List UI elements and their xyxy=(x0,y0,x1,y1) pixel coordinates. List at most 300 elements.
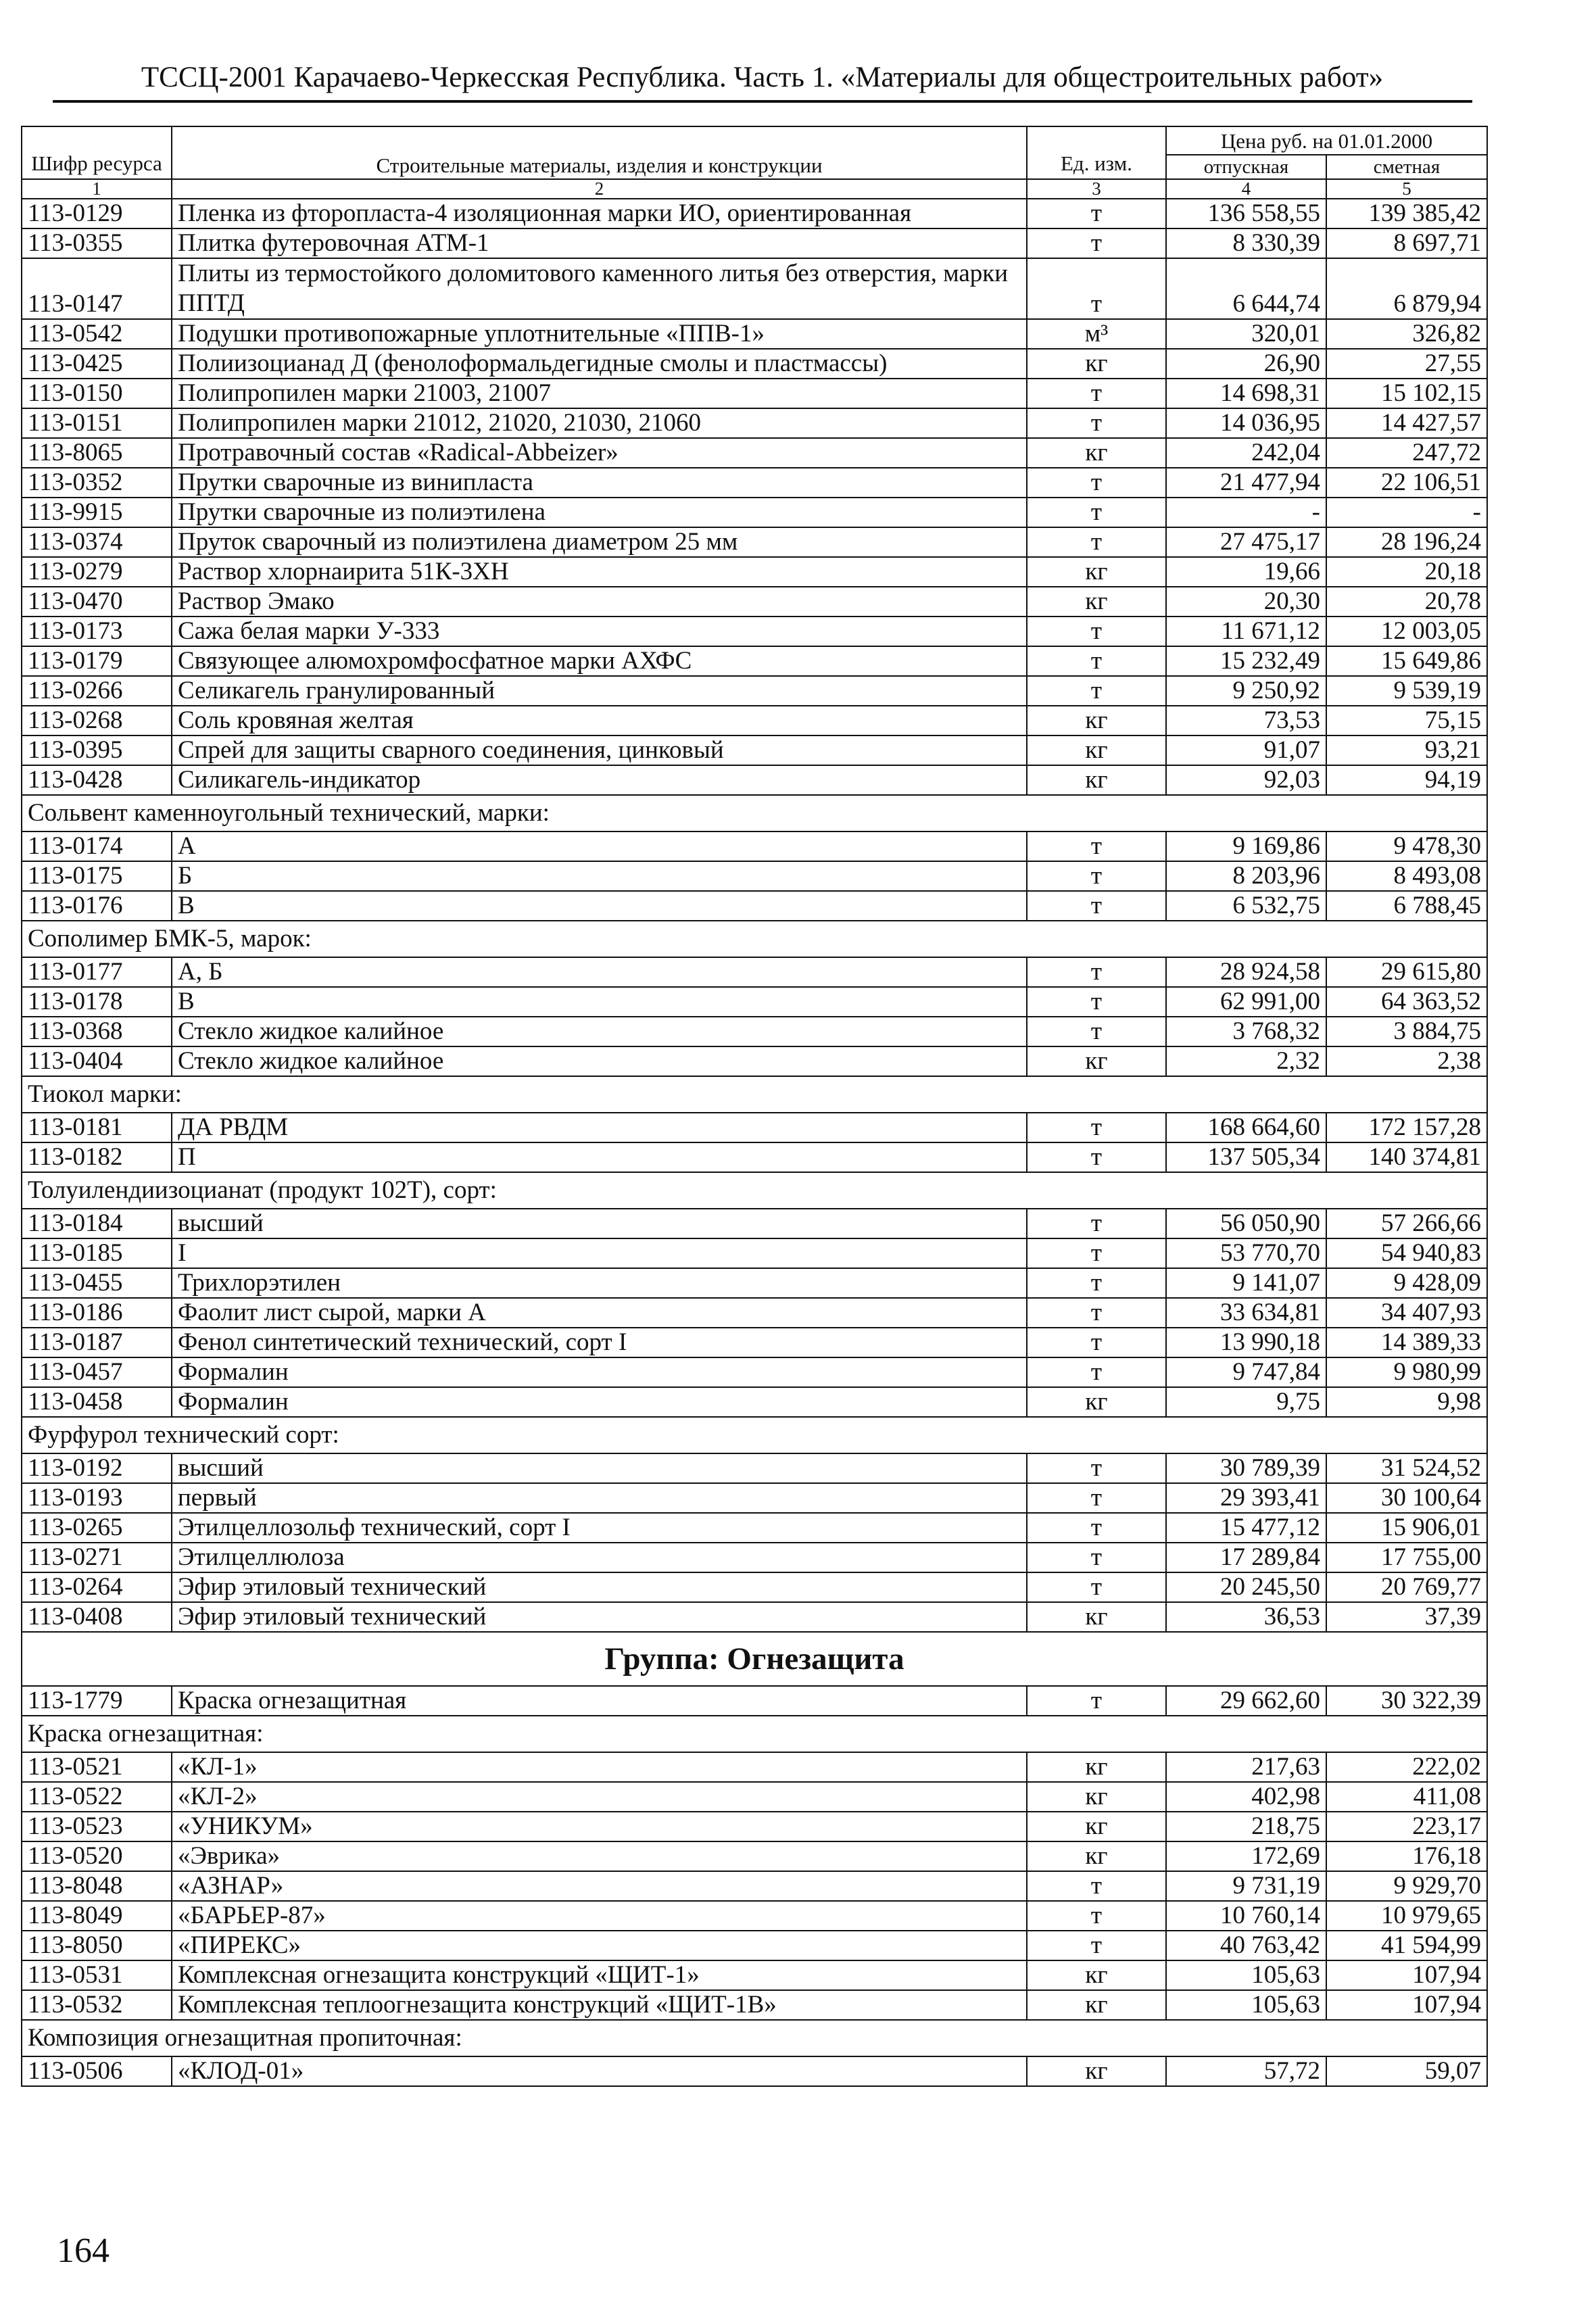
release-price-cell: 136 558,55 xyxy=(1166,199,1326,228)
table-row xyxy=(22,646,1487,676)
column-header-release-price: отпускная xyxy=(1166,155,1326,179)
table-row xyxy=(22,258,1487,319)
release-price-cell: 92,03 xyxy=(1166,765,1326,795)
table-row xyxy=(22,587,1487,617)
material-name-cell: Фенол синтетический технический, сорт I xyxy=(172,1328,1027,1357)
resource-code-cell: 113-0185 xyxy=(22,1238,172,1268)
material-name-cell: В xyxy=(172,891,1027,921)
release-price-cell: 9,75 xyxy=(1166,1387,1326,1417)
release-price-cell: 14 036,95 xyxy=(1166,408,1326,438)
column-number-3: 3 xyxy=(1027,179,1166,199)
material-name-cell: А, Б xyxy=(172,957,1027,987)
table-row xyxy=(22,1357,1487,1387)
resource-code-cell: 113-0176 xyxy=(22,891,172,921)
material-name-cell: Подушки противопожарные уплотнительные «ППВ-1» xyxy=(172,319,1027,349)
estimate-price-cell: 64 363,52 xyxy=(1326,987,1487,1017)
unit-cell: т xyxy=(1027,676,1166,706)
estimate-price-cell: 41 594,99 xyxy=(1326,1931,1487,1960)
table-row xyxy=(22,861,1487,891)
estimate-price-cell: 172 157,28 xyxy=(1326,1113,1487,1142)
resource-code-cell: 113-0186 xyxy=(22,1298,172,1328)
resource-code-cell: 113-0428 xyxy=(22,765,172,795)
table-row xyxy=(22,468,1487,498)
table-row xyxy=(22,987,1487,1017)
resource-code-cell: 113-0265 xyxy=(22,1513,172,1543)
estimate-price-cell: 75,15 xyxy=(1326,706,1487,735)
release-price-cell: 28 924,58 xyxy=(1166,957,1326,987)
estimate-price-cell: 93,21 xyxy=(1326,735,1487,765)
material-name-cell: «КЛОД-01» xyxy=(172,2056,1027,2086)
table-row xyxy=(22,1483,1487,1513)
material-name-cell: «ПИРЕКС» xyxy=(172,1931,1027,1960)
estimate-price-cell: 54 940,83 xyxy=(1326,1238,1487,1268)
estimate-price-cell: 57 266,66 xyxy=(1326,1209,1487,1238)
unit-cell: кг xyxy=(1027,1960,1166,1990)
estimate-price-cell: 15 649,86 xyxy=(1326,646,1487,676)
unit-cell: м³ xyxy=(1027,319,1166,349)
table-row xyxy=(22,1298,1487,1328)
table-row xyxy=(22,379,1487,408)
release-price-cell: - xyxy=(1166,498,1326,527)
subheading-row xyxy=(22,921,1487,957)
material-name-cell: А xyxy=(172,831,1027,861)
table-row xyxy=(22,1387,1487,1417)
release-price-cell: 15 232,49 xyxy=(1166,646,1326,676)
material-name-cell: Б xyxy=(172,861,1027,891)
estimate-price-cell: 22 106,51 xyxy=(1326,468,1487,498)
material-name-cell: высший xyxy=(172,1209,1027,1238)
material-name-cell: Плиты из термостойкого доломитового каменного литья без отверстия, марки ППТД xyxy=(172,258,1027,319)
column-header-unit: Ед. изм. xyxy=(1027,126,1166,179)
table-row xyxy=(22,199,1487,228)
release-price-cell: 11 671,12 xyxy=(1166,617,1326,646)
unit-cell: кг xyxy=(1027,1752,1166,1782)
release-price-cell: 30 789,39 xyxy=(1166,1453,1326,1483)
material-name-cell: Полипропилен марки 21012, 21020, 21030, 21060 xyxy=(172,408,1027,438)
unit-cell: кг xyxy=(1027,1990,1166,2020)
unit-cell: т xyxy=(1027,1209,1166,1238)
estimate-price-cell: 94,19 xyxy=(1326,765,1487,795)
resource-code-cell: 113-0177 xyxy=(22,957,172,987)
resource-code-cell: 113-0181 xyxy=(22,1113,172,1142)
resource-code-cell: 113-0522 xyxy=(22,1782,172,1812)
resource-code-cell: 113-8050 xyxy=(22,1931,172,1960)
column-header-price-group: Цена руб. на 01.01.2000 xyxy=(1166,126,1487,155)
material-name-cell: Краска огнезащитная xyxy=(172,1686,1027,1716)
material-name-cell: ДА РВДМ xyxy=(172,1113,1027,1142)
estimate-price-cell: 139 385,42 xyxy=(1326,199,1487,228)
subheading-text: Сополимер БМК-5, марок: xyxy=(22,921,1487,957)
group-heading-row xyxy=(22,1632,1487,1686)
table-row xyxy=(22,319,1487,349)
subheading-text: Тиокол марки: xyxy=(22,1076,1487,1113)
material-name-cell: «КЛ-2» xyxy=(172,1782,1027,1812)
table-row xyxy=(22,1990,1487,2020)
column-header-code: Шифр ресурса xyxy=(22,126,172,179)
material-name-cell: Полипропилен марки 21003, 21007 xyxy=(172,379,1027,408)
resource-code-cell: 113-0179 xyxy=(22,646,172,676)
material-name-cell: Раствор Эмако xyxy=(172,587,1027,617)
subheading-row xyxy=(22,1172,1487,1209)
resource-code-cell: 113-0521 xyxy=(22,1752,172,1782)
release-price-cell: 53 770,70 xyxy=(1166,1238,1326,1268)
estimate-price-cell: 30 322,39 xyxy=(1326,1686,1487,1716)
release-price-cell: 105,63 xyxy=(1166,1960,1326,1990)
estimate-price-cell: 247,72 xyxy=(1326,438,1487,468)
resource-code-cell: 113-0523 xyxy=(22,1812,172,1841)
table-row xyxy=(22,1901,1487,1931)
table-row xyxy=(22,1238,1487,1268)
release-price-cell: 2,32 xyxy=(1166,1046,1326,1076)
estimate-price-cell: 326,82 xyxy=(1326,319,1487,349)
material-name-cell: Прутки сварочные из полиэтилена xyxy=(172,498,1027,527)
estimate-price-cell: 9 428,09 xyxy=(1326,1268,1487,1298)
estimate-price-cell: 20,78 xyxy=(1326,587,1487,617)
release-price-cell: 62 991,00 xyxy=(1166,987,1326,1017)
estimate-price-cell: 8 697,71 xyxy=(1326,228,1487,258)
release-price-cell: 217,63 xyxy=(1166,1752,1326,1782)
resource-code-cell: 113-0520 xyxy=(22,1841,172,1871)
table-row xyxy=(22,349,1487,379)
table-row xyxy=(22,1142,1487,1172)
unit-cell: кг xyxy=(1027,706,1166,735)
resource-code-cell: 113-0175 xyxy=(22,861,172,891)
unit-cell: т xyxy=(1027,617,1166,646)
material-name-cell: Сажа белая марки У-333 xyxy=(172,617,1027,646)
release-price-cell: 40 763,42 xyxy=(1166,1931,1326,1960)
subheading-row xyxy=(22,795,1487,831)
resource-code-cell: 113-0129 xyxy=(22,199,172,228)
release-price-cell: 218,75 xyxy=(1166,1812,1326,1841)
resource-code-cell: 113-8065 xyxy=(22,438,172,468)
table-row xyxy=(22,1841,1487,1871)
material-name-cell: Протравочный состав «Radical-Abbeizer» xyxy=(172,438,1027,468)
resource-code-cell: 113-8048 xyxy=(22,1871,172,1901)
resource-code-cell: 113-0395 xyxy=(22,735,172,765)
unit-cell: кг xyxy=(1027,1812,1166,1841)
column-header-name: Строительные материалы, изделия и конструкции xyxy=(172,126,1027,179)
unit-cell: т xyxy=(1027,1901,1166,1931)
table-row xyxy=(22,1812,1487,1841)
estimate-price-cell: 30 100,64 xyxy=(1326,1483,1487,1513)
resource-code-cell: 113-0174 xyxy=(22,831,172,861)
table-row xyxy=(22,706,1487,735)
header-divider xyxy=(53,100,1472,103)
group-heading-text: Группа: Огнезащита xyxy=(22,1632,1487,1686)
unit-cell: т xyxy=(1027,1572,1166,1602)
estimate-price-cell: 140 374,81 xyxy=(1326,1142,1487,1172)
table-row xyxy=(22,765,1487,795)
table-row xyxy=(22,1686,1487,1716)
unit-cell: кг xyxy=(1027,587,1166,617)
resource-code-cell: 113-0404 xyxy=(22,1046,172,1076)
unit-cell: т xyxy=(1027,1453,1166,1483)
estimate-price-cell: 6 788,45 xyxy=(1326,891,1487,921)
release-price-cell: 21 477,94 xyxy=(1166,468,1326,498)
resource-code-cell: 113-0187 xyxy=(22,1328,172,1357)
unit-cell: т xyxy=(1027,646,1166,676)
estimate-price-cell: 9 980,99 xyxy=(1326,1357,1487,1387)
resource-code-cell: 113-0355 xyxy=(22,228,172,258)
estimate-price-cell: 12 003,05 xyxy=(1326,617,1487,646)
unit-cell: т xyxy=(1027,1871,1166,1901)
estimate-price-cell: 15 906,01 xyxy=(1326,1513,1487,1543)
estimate-price-cell: - xyxy=(1326,498,1487,527)
release-price-cell: 19,66 xyxy=(1166,557,1326,587)
table-row xyxy=(22,498,1487,527)
estimate-price-cell: 2,38 xyxy=(1326,1046,1487,1076)
estimate-price-cell: 176,18 xyxy=(1326,1841,1487,1871)
release-price-cell: 9 731,19 xyxy=(1166,1871,1326,1901)
table-row xyxy=(22,1453,1487,1483)
estimate-price-cell: 223,17 xyxy=(1326,1812,1487,1841)
table-row xyxy=(22,891,1487,921)
table-row xyxy=(22,957,1487,987)
release-price-cell: 26,90 xyxy=(1166,349,1326,379)
table-row xyxy=(22,1017,1487,1046)
column-number-2: 2 xyxy=(172,179,1027,199)
unit-cell: т xyxy=(1027,1017,1166,1046)
page-header-title: ТССЦ-2001 Карачаево-Черкесская Республика. Часть 1. «Материалы для общестроительных работ» xyxy=(141,62,1384,93)
estimate-price-cell: 10 979,65 xyxy=(1326,1901,1487,1931)
resource-code-cell: 113-0266 xyxy=(22,676,172,706)
unit-cell: т xyxy=(1027,861,1166,891)
resource-code-cell: 113-0151 xyxy=(22,408,172,438)
estimate-price-cell: 107,94 xyxy=(1326,1990,1487,2020)
release-price-cell: 33 634,81 xyxy=(1166,1298,1326,1328)
release-price-cell: 172,69 xyxy=(1166,1841,1326,1871)
estimate-price-cell: 9 539,19 xyxy=(1326,676,1487,706)
release-price-cell: 137 505,34 xyxy=(1166,1142,1326,1172)
estimate-price-cell: 411,08 xyxy=(1326,1782,1487,1812)
estimate-price-cell: 29 615,80 xyxy=(1326,957,1487,987)
release-price-cell: 73,53 xyxy=(1166,706,1326,735)
material-name-cell: Формалин xyxy=(172,1357,1027,1387)
unit-cell: т xyxy=(1027,1328,1166,1357)
release-price-cell: 105,63 xyxy=(1166,1990,1326,2020)
table-row xyxy=(22,1960,1487,1990)
material-name-cell: Плитка футеровочная АТМ-1 xyxy=(172,228,1027,258)
estimate-price-cell: 15 102,15 xyxy=(1326,379,1487,408)
material-name-cell: Трихлорэтилен xyxy=(172,1268,1027,1298)
estimate-price-cell: 9 478,30 xyxy=(1326,831,1487,861)
release-price-cell: 29 662,60 xyxy=(1166,1686,1326,1716)
material-name-cell: высший xyxy=(172,1453,1027,1483)
release-price-cell: 9 250,92 xyxy=(1166,676,1326,706)
resource-code-cell: 113-0279 xyxy=(22,557,172,587)
resource-code-cell: 113-0182 xyxy=(22,1142,172,1172)
material-name-cell: I xyxy=(172,1238,1027,1268)
unit-cell: т xyxy=(1027,468,1166,498)
table-row xyxy=(22,1513,1487,1543)
release-price-cell: 17 289,84 xyxy=(1166,1543,1326,1572)
unit-cell: кг xyxy=(1027,735,1166,765)
release-price-cell: 9 747,84 xyxy=(1166,1357,1326,1387)
release-price-cell: 29 393,41 xyxy=(1166,1483,1326,1513)
estimate-price-cell: 107,94 xyxy=(1326,1960,1487,1990)
resource-code-cell: 113-0532 xyxy=(22,1990,172,2020)
table-row xyxy=(22,2056,1487,2086)
resource-code-cell: 113-0542 xyxy=(22,319,172,349)
release-price-cell: 57,72 xyxy=(1166,2056,1326,2086)
column-header-estimate-price: сметная xyxy=(1326,155,1487,179)
table-row xyxy=(22,1209,1487,1238)
table-row xyxy=(22,527,1487,557)
release-price-cell: 320,01 xyxy=(1166,319,1326,349)
table-row xyxy=(22,831,1487,861)
resource-code-cell: 113-8049 xyxy=(22,1901,172,1931)
material-name-cell: Этилцеллюлоза xyxy=(172,1543,1027,1572)
resource-code-cell: 113-0458 xyxy=(22,1387,172,1417)
subheading-text: Краска огнезащитная: xyxy=(22,1716,1487,1752)
resource-code-cell: 113-0455 xyxy=(22,1268,172,1298)
unit-cell: кг xyxy=(1027,1046,1166,1076)
material-name-cell: первый xyxy=(172,1483,1027,1513)
column-number-4: 4 xyxy=(1166,179,1326,199)
table-row xyxy=(22,1572,1487,1602)
estimate-price-cell: 20 769,77 xyxy=(1326,1572,1487,1602)
unit-cell: т xyxy=(1027,1483,1166,1513)
unit-cell: кг xyxy=(1027,1841,1166,1871)
resource-code-cell: 113-0425 xyxy=(22,349,172,379)
material-name-cell: Селикагель гранулированный xyxy=(172,676,1027,706)
release-price-cell: 10 760,14 xyxy=(1166,1901,1326,1931)
table-row xyxy=(22,438,1487,468)
resource-code-cell: 113-0531 xyxy=(22,1960,172,1990)
release-price-cell: 168 664,60 xyxy=(1166,1113,1326,1142)
estimate-price-cell: 28 196,24 xyxy=(1326,527,1487,557)
unit-cell: т xyxy=(1027,408,1166,438)
table-row xyxy=(22,1113,1487,1142)
material-name-cell: Стекло жидкое калийное xyxy=(172,1017,1027,1046)
release-price-cell: 20,30 xyxy=(1166,587,1326,617)
table-row xyxy=(22,1543,1487,1572)
release-price-cell: 6 644,74 xyxy=(1166,258,1326,319)
estimate-price-cell: 3 884,75 xyxy=(1326,1017,1487,1046)
estimate-price-cell: 222,02 xyxy=(1326,1752,1487,1782)
resource-code-cell: 113-0268 xyxy=(22,706,172,735)
unit-cell: т xyxy=(1027,199,1166,228)
release-price-cell: 242,04 xyxy=(1166,438,1326,468)
column-number-5: 5 xyxy=(1326,179,1487,199)
subheading-row xyxy=(22,1417,1487,1453)
price-table xyxy=(21,126,1488,2087)
release-price-cell: 56 050,90 xyxy=(1166,1209,1326,1238)
release-price-cell: 8 330,39 xyxy=(1166,228,1326,258)
material-name-cell: Пленка из фторопласта-4 изоляционная марки ИО, ориентированная xyxy=(172,199,1027,228)
material-name-cell: Эфир этиловый технический xyxy=(172,1602,1027,1632)
material-name-cell: Силикагель-индикатор xyxy=(172,765,1027,795)
estimate-price-cell: 27,55 xyxy=(1326,349,1487,379)
estimate-price-cell: 9 929,70 xyxy=(1326,1871,1487,1901)
material-name-cell: «АЗНАР» xyxy=(172,1871,1027,1901)
unit-cell: т xyxy=(1027,1686,1166,1716)
material-name-cell: В xyxy=(172,987,1027,1017)
estimate-price-cell: 6 879,94 xyxy=(1326,258,1487,319)
resource-code-cell: 113-0470 xyxy=(22,587,172,617)
estimate-price-cell: 20,18 xyxy=(1326,557,1487,587)
estimate-price-cell: 14 427,57 xyxy=(1326,408,1487,438)
unit-cell: т xyxy=(1027,379,1166,408)
subheading-row xyxy=(22,1076,1487,1113)
estimate-price-cell: 8 493,08 xyxy=(1326,861,1487,891)
resource-code-cell: 113-0192 xyxy=(22,1453,172,1483)
table-row xyxy=(22,408,1487,438)
unit-cell: т xyxy=(1027,1931,1166,1960)
release-price-cell: 20 245,50 xyxy=(1166,1572,1326,1602)
unit-cell: т xyxy=(1027,1268,1166,1298)
table-row xyxy=(22,1602,1487,1632)
unit-cell: т xyxy=(1027,891,1166,921)
resource-code-cell: 113-0178 xyxy=(22,987,172,1017)
table-row xyxy=(22,1046,1487,1076)
unit-cell: кг xyxy=(1027,557,1166,587)
release-price-cell: 15 477,12 xyxy=(1166,1513,1326,1543)
subheading-row xyxy=(22,2020,1487,2056)
material-name-cell: «Эврика» xyxy=(172,1841,1027,1871)
table-row xyxy=(22,1871,1487,1901)
subheading-row xyxy=(22,1716,1487,1752)
release-price-cell: 402,98 xyxy=(1166,1782,1326,1812)
column-number-1: 1 xyxy=(22,179,172,199)
unit-cell: кг xyxy=(1027,2056,1166,2086)
unit-cell: т xyxy=(1027,527,1166,557)
resource-code-cell: 113-1779 xyxy=(22,1686,172,1716)
material-name-cell: Полиизоцианад Д (фенолоформальдегидные смолы и пластмассы) xyxy=(172,349,1027,379)
table-row xyxy=(22,1268,1487,1298)
unit-cell: т xyxy=(1027,831,1166,861)
page-number: 164 xyxy=(57,2231,110,2270)
material-name-cell: «УНИКУМ» xyxy=(172,1812,1027,1841)
estimate-price-cell: 34 407,93 xyxy=(1326,1298,1487,1328)
resource-code-cell: 113-0368 xyxy=(22,1017,172,1046)
release-price-cell: 6 532,75 xyxy=(1166,891,1326,921)
unit-cell: кг xyxy=(1027,1782,1166,1812)
material-name-cell: Комплексная огнезащита конструкций «ЩИТ-1» xyxy=(172,1960,1027,1990)
price-table-body xyxy=(22,199,1487,2086)
release-price-cell: 9 141,07 xyxy=(1166,1268,1326,1298)
unit-cell: т xyxy=(1027,1142,1166,1172)
estimate-price-cell: 14 389,33 xyxy=(1326,1328,1487,1357)
material-name-cell: Стекло жидкое калийное xyxy=(172,1046,1027,1076)
resource-code-cell: 113-0271 xyxy=(22,1543,172,1572)
unit-cell: т xyxy=(1027,987,1166,1017)
material-name-cell: «БАРЬЕР-87» xyxy=(172,1901,1027,1931)
material-name-cell: «КЛ-1» xyxy=(172,1752,1027,1782)
estimate-price-cell: 9,98 xyxy=(1326,1387,1487,1417)
release-price-cell: 3 768,32 xyxy=(1166,1017,1326,1046)
table-row xyxy=(22,1328,1487,1357)
unit-cell: т xyxy=(1027,1298,1166,1328)
unit-cell: т xyxy=(1027,1357,1166,1387)
release-price-cell: 13 990,18 xyxy=(1166,1328,1326,1357)
resource-code-cell: 113-0150 xyxy=(22,379,172,408)
unit-cell: кг xyxy=(1027,349,1166,379)
resource-code-cell: 113-0173 xyxy=(22,617,172,646)
material-name-cell: Прутки сварочные из винипласта xyxy=(172,468,1027,498)
material-name-cell: Раствор хлорнаирита 51К-3ХН xyxy=(172,557,1027,587)
estimate-price-cell: 59,07 xyxy=(1326,2056,1487,2086)
unit-cell: т xyxy=(1027,228,1166,258)
estimate-price-cell: 17 755,00 xyxy=(1326,1543,1487,1572)
unit-cell: т xyxy=(1027,1238,1166,1268)
unit-cell: кг xyxy=(1027,1387,1166,1417)
material-name-cell: Фаолит лист сырой, марки А xyxy=(172,1298,1027,1328)
table-row xyxy=(22,735,1487,765)
table-row xyxy=(22,676,1487,706)
release-price-cell: 8 203,96 xyxy=(1166,861,1326,891)
resource-code-cell: 113-0147 xyxy=(22,258,172,319)
